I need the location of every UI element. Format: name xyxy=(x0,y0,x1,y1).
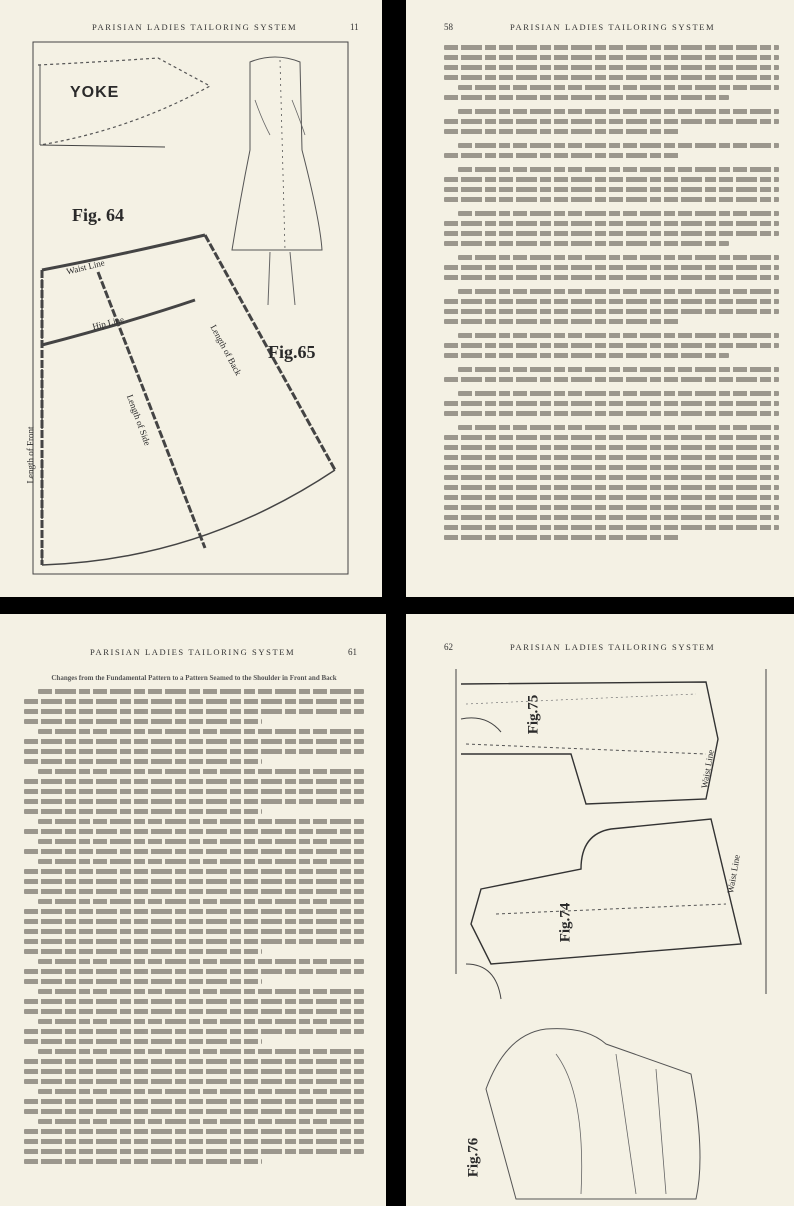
page-number: 11 xyxy=(350,22,359,32)
page-number: 61 xyxy=(348,647,357,657)
fig-label-74: Fig.74 xyxy=(557,902,574,943)
waist-line-label-fig74: Waist Line xyxy=(725,853,742,895)
hip-line-label: Hip Line xyxy=(91,314,125,332)
page-number: 62 xyxy=(444,642,453,652)
fig-label-64: Fig. 64 xyxy=(72,205,124,225)
section-heading: Changes from the Fundamental Pattern to a Pattern Seamed to the Shoulder in Front and Back xyxy=(51,674,337,682)
body-text xyxy=(444,45,779,545)
skirt-pattern-diagram xyxy=(0,0,382,597)
running-head: PARISIAN LADIES TAILORING SYSTEM xyxy=(92,22,298,32)
body-text xyxy=(24,674,364,1169)
fig-label-65: Fig.65 xyxy=(268,342,316,362)
running-head: PARISIAN LADIES TAILORING SYSTEM xyxy=(90,647,296,657)
waist-line-label: Waist Line xyxy=(65,257,106,277)
fig-label-76: Fig.76 xyxy=(465,1137,482,1178)
fig-label-yoke: YOKE xyxy=(70,84,120,101)
page-number: 58 xyxy=(444,22,453,32)
running-head: PARISIAN LADIES TAILORING SYSTEM xyxy=(510,642,716,652)
length-of-back-label: Length of Back xyxy=(208,322,244,378)
running-head: PARISIAN LADIES TAILORING SYSTEM xyxy=(510,22,716,32)
book-page-61 xyxy=(0,614,386,1206)
waist-line-label-fig75: Waist Line xyxy=(699,748,716,790)
length-of-front-label: Length of Front xyxy=(25,426,36,484)
length-of-side-label: Length of Side xyxy=(124,393,153,447)
fig-label-75: Fig.75 xyxy=(525,694,542,735)
bodice-pattern-diagram xyxy=(406,614,794,1206)
book-page-11 xyxy=(0,0,382,597)
book-page-58 xyxy=(406,0,794,597)
book-page-62 xyxy=(406,614,794,1206)
